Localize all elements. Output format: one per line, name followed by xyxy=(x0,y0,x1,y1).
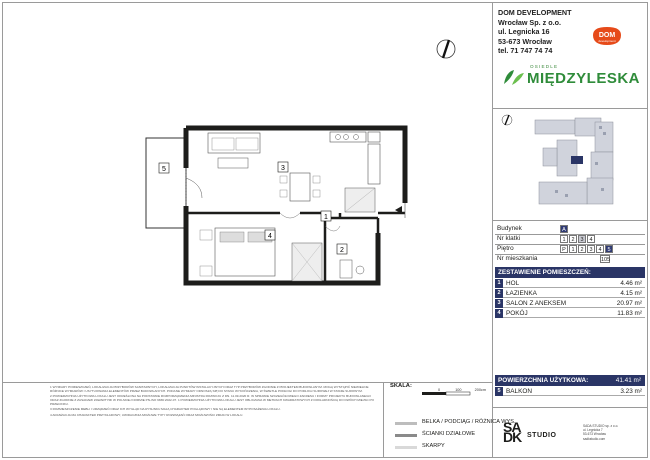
floor-plan xyxy=(140,118,430,293)
pietro-cell: 2 xyxy=(578,245,586,253)
room-name: HOL xyxy=(506,280,520,287)
pietro-cell: 3 xyxy=(587,245,595,253)
room-row xyxy=(495,279,645,288)
plan-label-4: 4 xyxy=(268,233,272,240)
divider-notes xyxy=(3,382,493,383)
balcony-num: 5 xyxy=(495,387,503,396)
legend-swatch-slopes xyxy=(395,446,417,449)
mieszkanie-label: Nr mieszkania xyxy=(497,255,538,262)
mieszkanie-value: 105 xyxy=(601,257,611,263)
klatka-cell: 3 xyxy=(578,235,586,243)
pietro-cell: 5 xyxy=(605,245,613,253)
sidebar-divider xyxy=(492,3,493,457)
room-area: 20.97 m² xyxy=(616,300,642,307)
room-row xyxy=(495,299,645,308)
note-item: 3 ROZMIESZCZENIE MEBLI I URZĄDZEŃ ORAZ ICH WYGLĄD NA RYSUNKU MAJĄ CHARAKTER POGLĄDOWY I NIE SĄ ELEMENTEM WYPOSAŻENIA LOKALU. xyxy=(50,407,281,412)
pietro-label: Piętro xyxy=(497,245,514,252)
room-row xyxy=(495,289,645,298)
plan-label-3: 3 xyxy=(281,165,285,172)
site-map xyxy=(495,112,643,217)
legend-walls: ŚCIANKI DZIAŁOWE xyxy=(422,431,476,437)
rooms-header: ZESTAWIENIE POMIESZCZEŃ: xyxy=(495,267,645,278)
room-name: SALON Z ANEKSEM xyxy=(506,300,567,307)
total-area-value: 41.41 m² xyxy=(615,377,641,384)
estate-name: MIĘDZYLESKA xyxy=(527,70,641,87)
leaf-logo-icon xyxy=(502,66,526,88)
klatka-label: Nr klatki xyxy=(497,235,521,242)
plan-label-1: 1 xyxy=(324,214,328,221)
company-city: 53-673 Wrocław xyxy=(498,36,552,46)
room-num: 2 xyxy=(495,289,503,298)
room-num: 4 xyxy=(495,309,503,318)
room-num: 3 xyxy=(495,299,503,308)
scale-ticks xyxy=(438,388,486,392)
budynek-label: Budynek xyxy=(497,225,522,232)
note-item: 1 WYMIARY POMIESZCZEŃ, LOKALIZACJA PRZYBORÓW SANITARNYCH, LOKALIZACJA PUNKTÓW INSTALACYJNYCH ORAZ TYP PRZYBORÓW ZGODNIE Z PROJEKTEM BUDOWLANYM. MOGĄ WYSTĄPIĆ NIEWIELKIE RÓŻNICE WYMIARÓW I USYTUOWANIA ELEMENTÓW PRZEZ BUDOWLANYCH. PODANE WYMIARY ODNOSZĄ SIĘ DO STANU WYKOŃCZENIA, W ŚWIETLE PODŁOGI DO PODŁOGI SUROWEJ W STANIE SUROWYM. xyxy=(50,385,369,394)
total-area-label: POWIERZCHNIA UŻYTKOWA: xyxy=(498,377,589,384)
balcony-area-shape xyxy=(146,138,186,228)
room-name: POKÓJ xyxy=(506,310,528,317)
klatka-cell: 4 xyxy=(587,235,595,243)
company-address: ul. Legnicka 16 xyxy=(498,27,550,37)
plan-label-5: 5 xyxy=(162,166,166,173)
company-phone: tel. 71 747 74 74 xyxy=(498,46,553,56)
room-area: 11.83 m² xyxy=(617,310,642,317)
note-item: 4 ARANŻACJA MA CHARAKTER PRZYKŁADOWY, UWIDACZNIA MOŻLIWE TYPY ROZWIĄZAŃ ORAZ MOŻLIWOŚCI ZMIAN W LOKALU. xyxy=(50,412,244,417)
dom-logo-icon xyxy=(591,25,623,47)
studio-logo-text: SA DK xyxy=(503,419,522,445)
note-item: 2 POWIERZCHNIA UŻYTKOWA LOKALU JEST OKREŚLONA NA PODSTAWIE ROZPORZĄDZENIA MINISTRA ROZWOJU Z DN. 11.09.2020 R. W SPRAWIE SZCZEGÓŁOWEGO ZAKRESU I FORMY PROJEKTU BUDOWLANEGO ORAZ ZGODNIE Z ZASADAMI ZAWARTYMI W POLSKIEJ NORMIE PN-ISO 9836:2022-07. 1 POWIERZCHNIA UŻYTKOWA LOKALU JEST OBLICZANA W METRACH KWADRATOWYCH Z DOKŁADNOŚCIĄ DO DWÓCH MIEJSC PO PRZECINKU. xyxy=(50,394,375,407)
pietro-cell: 4 xyxy=(596,245,604,253)
company-name: DOM DEVELOPMENT xyxy=(498,8,572,17)
room-area: 4.15 m² xyxy=(620,290,642,297)
room-name: ŁAZIENKA xyxy=(506,290,537,297)
site-map-highlight xyxy=(571,156,583,164)
room-area: 4.46 m² xyxy=(620,280,642,287)
balcony-area: 3.23 m² xyxy=(620,388,642,395)
room-row xyxy=(495,309,645,318)
scale-tick-0: 0 xyxy=(438,388,441,392)
balcony-row xyxy=(495,387,645,396)
plan-label-2: 2 xyxy=(340,247,344,254)
scale-tick-1: 100 xyxy=(455,388,462,392)
pietro-cell: P xyxy=(560,245,568,253)
balcony-name: BALKON xyxy=(506,388,532,395)
scale-label: SKALA: xyxy=(390,383,412,389)
studio-info-line: SADA STUDIO sp. z o.o. xyxy=(583,424,619,428)
studio-info xyxy=(583,424,618,441)
total-area xyxy=(495,375,645,386)
studio-name: STUDIO xyxy=(527,432,557,439)
studio-info-line: sadkstudio.com xyxy=(583,436,606,441)
pietro-cell: 1 xyxy=(569,245,577,253)
studio-logo xyxy=(503,419,529,445)
scale-tick-2: 200cm xyxy=(474,388,486,392)
room-num: 1 xyxy=(495,279,503,288)
legend-beam: BELKA / PODCIĄG / RÓŻNICA WYS. xyxy=(422,419,516,425)
klatka-cell: 1 xyxy=(560,235,568,243)
legend-swatch-walls xyxy=(395,434,417,437)
company-info xyxy=(498,8,571,56)
divider-studio xyxy=(493,407,648,408)
company-line2: Wrocław Sp. z o.o. xyxy=(498,17,561,27)
divider-2 xyxy=(493,220,648,221)
budynek-value: A xyxy=(560,225,568,233)
klatka-cell: 2 xyxy=(569,235,577,243)
legend-swatch-beam xyxy=(395,422,417,425)
notes xyxy=(50,385,380,418)
dom-logo-text: DOM xyxy=(598,32,616,39)
divider-1 xyxy=(493,108,648,109)
dom-logo-sub: development xyxy=(598,39,616,43)
legend-slopes: SKARPY xyxy=(422,443,445,449)
divider-scale xyxy=(383,383,384,457)
studio-info-line: ul. Legnicka 7 xyxy=(583,428,603,433)
compass-icon xyxy=(435,38,457,60)
studio-info-line: 53-673 Wrocław xyxy=(583,432,606,437)
estate-small-label: OSIEDLE xyxy=(530,64,559,69)
